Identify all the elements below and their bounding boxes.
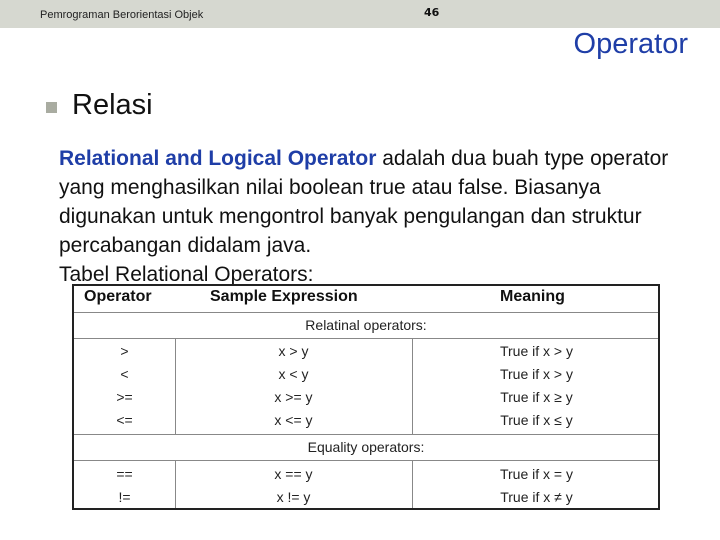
slide-title: Operator [573, 28, 688, 60]
table-cell: x == y [274, 466, 313, 482]
header-sample-expression: Sample Expression [210, 288, 358, 305]
description-text: adalah dua buah type operator yang menghasilkan nilai boolean true atau false. Biasanya digunakan untuk mengontrol banyak pengulangan dan struktur percabangan didalam java. [59, 147, 669, 257]
table-cell: < [120, 366, 129, 382]
description-paragraph [59, 144, 699, 289]
course-name: Pemrograman Berorientasi Objek [40, 9, 204, 21]
header-meaning: Meaning [500, 288, 565, 305]
table-cell: True if x > y [499, 366, 573, 382]
table-cell: x != y [276, 489, 311, 505]
bullet-square-icon [46, 102, 57, 113]
table-cell: True if x ≤ y [500, 412, 573, 428]
table-header-row [72, 286, 662, 310]
table-cell: > [120, 343, 129, 359]
highlight-phrase: Relational and Logical Operator [59, 147, 377, 170]
table-divider [74, 338, 658, 339]
operators-table [72, 284, 660, 510]
table-cell: == [116, 466, 133, 482]
relational-meaning-column [413, 340, 660, 432]
relational-expression-column [175, 340, 412, 432]
equality-section-label: Equality operators: [307, 439, 425, 455]
header-operator: Operator [84, 288, 152, 305]
table-cell: True if x > y [499, 343, 573, 359]
table-divider [74, 312, 658, 313]
table-cell: <= [116, 412, 133, 428]
equality-meaning-column [413, 463, 660, 509]
table-cell: x < y [278, 366, 309, 382]
table-intro: Tabel Relational Operators: [59, 263, 314, 286]
top-bar [0, 0, 720, 28]
table-cell: x >= y [274, 389, 313, 405]
table-cell: x > y [278, 343, 309, 359]
table-cell: True if x ≠ y [500, 489, 573, 505]
table-divider [74, 434, 658, 435]
relational-operator-column [74, 340, 175, 432]
table-divider [74, 460, 658, 461]
page-number: 46 [424, 6, 440, 19]
bullet-heading: Relasi [72, 89, 153, 121]
table-cell: True if x ≥ y [500, 389, 573, 405]
table-cell: x <= y [274, 412, 313, 428]
equality-operator-column [74, 463, 175, 509]
equality-expression-column [175, 463, 412, 509]
table-cell: >= [116, 389, 133, 405]
relational-section-label: Relatinal operators: [305, 317, 427, 333]
table-cell: != [118, 489, 131, 505]
table-cell: True if x = y [499, 466, 573, 482]
